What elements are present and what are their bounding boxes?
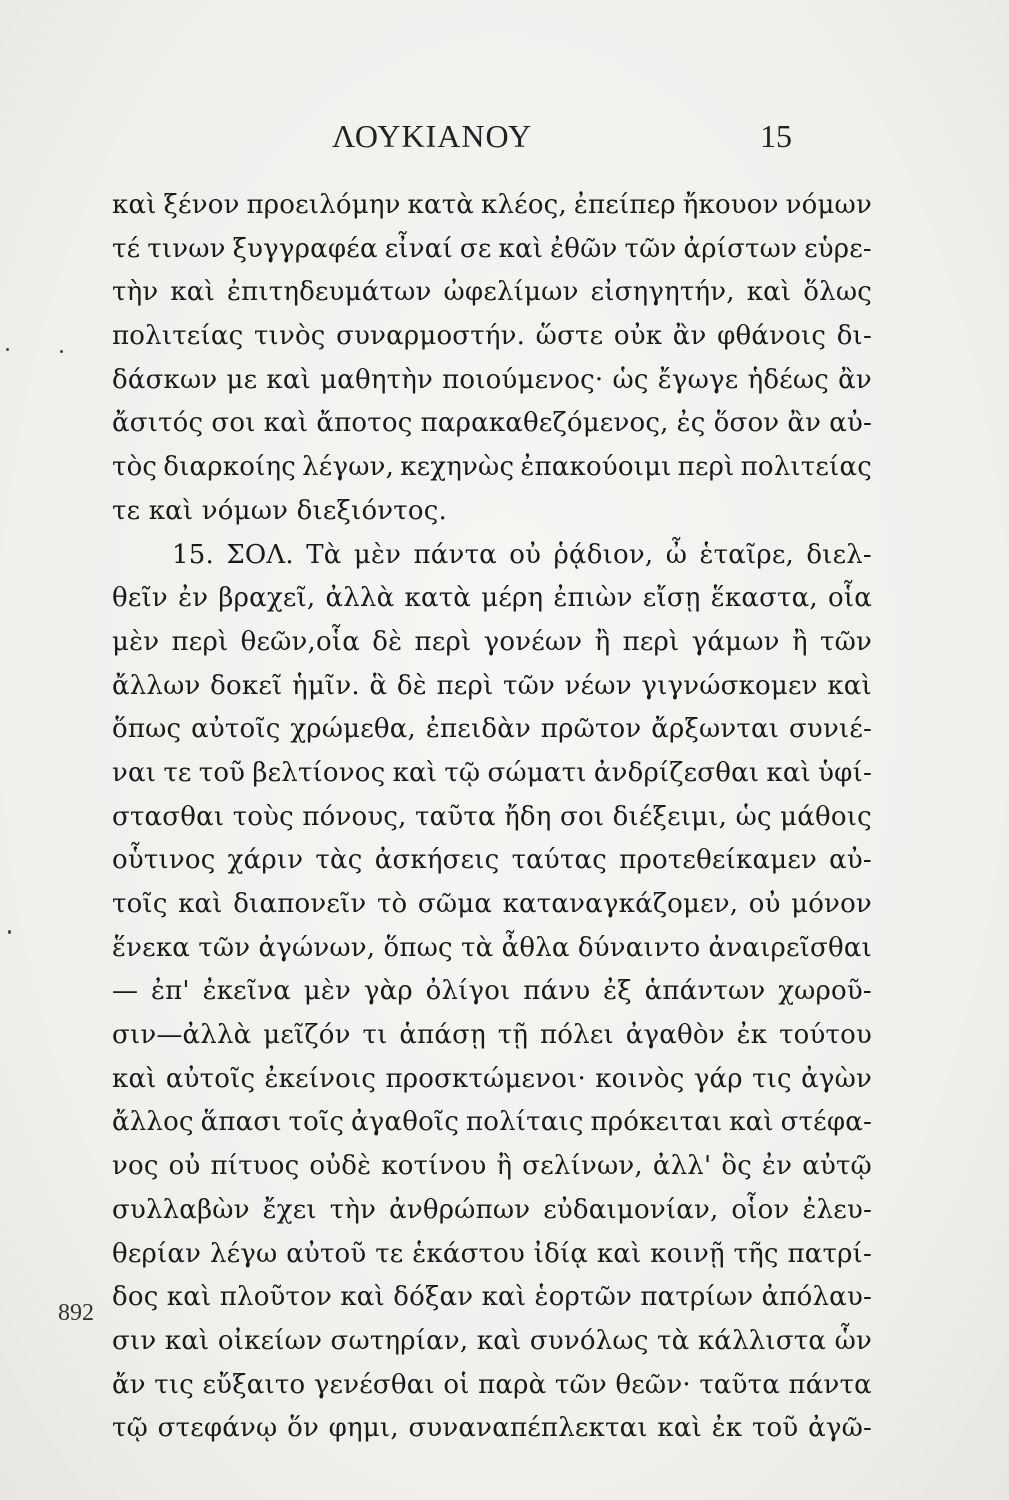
text-line: θερίαν λέγω αὐτοῦ τε ἑκάστου ἰδίᾳ καὶ κοινῇ τῆς πατρί- [112, 1238, 872, 1269]
text-line: νος οὐ πίτυος οὐδὲ κοτίνου ἢ σελίνων, ἀλλ' ὃς ἐν αὐτῷ [112, 1151, 872, 1182]
text-line: τε καὶ νόμων διεξιόντος. [112, 495, 447, 526]
text-line: σιν—ἀλλὰ μεῖζόν τι ἁπάσῃ τῇ πόλει ἀγαθὸν ἐκ τούτου [112, 1020, 872, 1051]
running-head [0, 118, 1009, 158]
text-line: ἄν τις εὔξαιτο γενέσθαι οἱ παρὰ τῶν θεῶν· ταῦτα πάντα [112, 1369, 872, 1400]
text-line: δος καὶ πλοῦτον καὶ δόξαν καὶ ἑορτῶν πατρίων ἀπόλαυ- [112, 1282, 872, 1313]
margin-line-number: 892 [58, 1300, 94, 1326]
text-line: δάσκων με καὶ μαθητὴν ποιούμενος· ὡς ἔγωγε ἡδέως ἂν [112, 364, 872, 395]
text-line: πολιτείας τινὸς συναρμοστήν. ὥστε οὐκ ἂν φθάνοις δι- [112, 321, 872, 352]
text-line: ἕνεκα τῶν ἀγώνων, ὅπως τὰ ἆθλα δύναιντο ἀναιρεῖσθαι [112, 932, 872, 963]
text-line: τῷ στεφάνῳ ὅν φημι, συναναπέπλεκται καὶ ἐκ τοῦ ἀγῶ- [112, 1413, 872, 1444]
text-line: τέ τινων ξυγγραφέα εἶναί σε καὶ ἐθῶν τῶν ἀρίστων εὑρε- [112, 233, 872, 264]
text-line: ὅπως αὐτοῖς χρώμεθα, ἐπειδὰν πρῶτον ἄρξωνται συνιέ- [112, 714, 872, 745]
text-line: τοῖς καὶ διαπονεῖν τὸ σῶμα καταναγκάζομεν, οὐ μόνον [112, 889, 872, 919]
text-line: σιν καὶ οἰκείων σωτηρίαν, καὶ συνόλως τὰ κάλλιστα ὧν [112, 1325, 872, 1356]
paper-speck [60, 350, 63, 353]
text-line: συλλαβὼν ἔχει τὴν ἀνθρώπων εὐδαιμονίαν, οἷον ἐλευ- [112, 1194, 872, 1225]
text-line: τὴν καὶ ἐπιτηδευμάτων ὠφελίμων εἰσηγητήν, καὶ ὅλως [112, 277, 872, 308]
paper-speck [6, 348, 9, 351]
text-line: ἄλλος ἅπασι τοῖς ἀγαθοῖς πολίταις πρόκειται καὶ στέφα- [112, 1107, 872, 1138]
text-line: 15. ΣΟΛ. Τὰ μὲν πάντα οὐ ῥᾴδιον, ὦ ἑταῖρε, διελ- [172, 539, 872, 570]
text-line: καὶ ξένον προειλόμην κατὰ κλέος, ἐπείπερ ἤκουον νόμων [112, 190, 872, 220]
text-line: ναι τε τοῦ βελτίονος καὶ τῷ σώματι ἀνδρίζεσθαι καὶ ὑφί- [112, 757, 872, 788]
text-line: ἄσιτός σοι καὶ ἄποτος παρακαθεζόμενος, ἐς ὅσον ἂν αὐ- [112, 408, 872, 439]
text-line: θεῖν ἐν βραχεῖ, ἀλλὰ κατὰ μέρη ἐπιὼν εἴσῃ ἕκαστα, οἷα [112, 583, 872, 614]
text-line: στασθαι τοὺς πόνους, ταῦτα ἤδη σοι διέξειμι, ὡς μάθοις [112, 801, 872, 832]
running-title: ΛΟΥΚΙΑΝΟΥ [332, 118, 533, 154]
text-line: καὶ αὐτοῖς ἐκείνοις προσκτώμενοι· κοινὸς γάρ τις ἀγὼν [112, 1063, 872, 1094]
body-text [112, 184, 872, 1451]
text-line: μὲν περὶ θεῶν,οἷα δὲ περὶ γονέων ἢ περὶ γάμων ἢ τῶν [112, 626, 872, 657]
text-line: οὗτινος χάριν τὰς ἀσκήσεις ταύτας προτεθείκαμεν αὐ- [112, 845, 872, 876]
page-number: 15 [760, 118, 792, 154]
text-line: τὸς διαρκοίης λέγων, κεχηνὼς ἐπακούοιμι περὶ πολιτείας [112, 452, 872, 483]
text-line: ἄλλων δοκεῖ ἡμῖν. ἃ δὲ περὶ τῶν νέων γιγνώσκομεν καὶ [112, 670, 872, 701]
paper-speck [8, 930, 11, 934]
text-line: — ἐπ' ἐκεῖνα μὲν γὰρ ὀλίγοι πάνυ ἐξ ἁπάντων χωροῦ- [112, 976, 872, 1007]
